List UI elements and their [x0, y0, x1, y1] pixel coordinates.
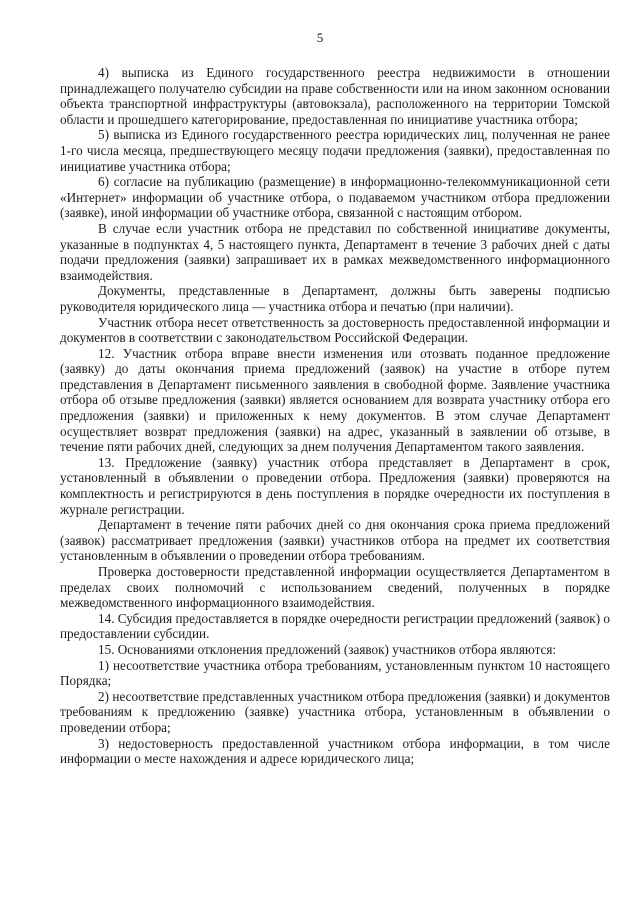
- paragraph-item-4-egrn-extract: 4) выписка из Единого государственного реестра недвижимости в отношении принадлежащего получателю субсидии на праве собственности или на ином законном основании объекта транспортной инфраструктуры (автовокзала), расположенного на территории Томской области и прошедшего категорирование, предоставленная по инициативе участника отбора;: [60, 65, 610, 127]
- paragraph-item-5-egrul-extract: 5) выписка из Единого государственного реестра юридических лиц, полученная не ранее 1-го числа месяца, предшествующего месяцу подачи предложения (заявки), предоставленная по инициативе участника отбора;: [60, 127, 610, 174]
- paragraph-clause-13-submission: 13. Предложение (заявку) участник отбора представляет в Департамент в срок, установленный в объявлении о проведении отбора. Предложения (заявки) проверяются на комплектность и регистрируются в день поступления в порядке очередности их поступления в журнале регистрации.: [60, 454, 610, 517]
- paragraph-interagency-request: В случае если участник отбора не представил по собственной инициативе документы, указанные в подпунктах 4, 5 настоящего пункта, Департамент в течение 3 рабочих дней с даты подачи предложения (заявки) запрашивает их в рамках межведомственного информационного взаимодействия.: [60, 220, 610, 283]
- paragraph-document-certification: Документы, представленные в Департамент, должны быть заверены подписью руководителя юридического лица — участника отбора и печатью (при наличии).: [60, 283, 610, 314]
- paragraph-verification: Проверка достоверности представленной информации осуществляется Департаментом в пределах своих полномочий с использованием сведений, полученных в порядке межведомственного информационного взаимодействия.: [60, 564, 610, 611]
- paragraph-clause-15-rejection-grounds: 15. Основаниями отклонения предложений (заявок) участников отбора являются:: [98, 641, 557, 657]
- paragraph-rejection-item-2: 2) несоответствие представленных участником отбора предложения (заявки) и документов требованиям к предложению (заявке) участника отбора, установленным в объявлении о проведении отбора;: [60, 688, 610, 735]
- paragraph-participant-responsibility: Участник отбора несет ответственность за достоверность предоставленной информации и документов в соответствии с законодательством Российской Федерации.: [60, 314, 610, 346]
- paragraph-rejection-item-1: 1) несоответствие участника отбора требованиям, установленным пунктом 10 настоящего Порядка;: [60, 657, 610, 689]
- paragraph-review-period: Департамент в течение пяти рабочих дней со дня окончания срока приема предложений (заявок) рассматривает предложения (заявки) участников отбора на предмет их соответствия установленным в объявлении о проведении отбора требованиям.: [60, 517, 610, 564]
- paragraph-clause-14-order: 14. Субсидия предоставляется в порядке очередности регистрации предложений (заявок) о предоставлении субсидии.: [60, 610, 610, 642]
- document-body: [60, 65, 610, 767]
- page-number: 5: [316, 30, 324, 45]
- paragraph-clause-12-changes-withdrawal: 12. Участник отбора вправе внести изменения или отозвать поданное предложение (заявку) до даты окончания приема предложений (заявок) на участие в отборе путем представления в Департамент письменного заявления в свободной форме. Заявление участника отбора об отзыве предложения (заявки) является основанием для возврата участнику отбора его предложения (заявки) и приложенных к нему документов. В этом случае Департамент осуществляет возврат предложения (заявки) на адрес, указанный в заявлении об отзыве, в течение пяти рабочих дней, следующих за днем получения Департаментом такого заявления.: [60, 345, 610, 455]
- paragraph-item-6-publication-consent: 6) согласие на публикацию (размещение) в информационно-телекоммуникационной сети «Интернет» информации об участнике отбора, о подаваемом участником отбора предложении (заявке), иной информации об участнике отбора, связанной с настоящим отбором.: [60, 174, 610, 221]
- paragraph-rejection-item-3: 3) недостоверность предоставленной участником отбора информации, в том числе информации о месте нахождения и адресе юридического лица;: [60, 735, 610, 767]
